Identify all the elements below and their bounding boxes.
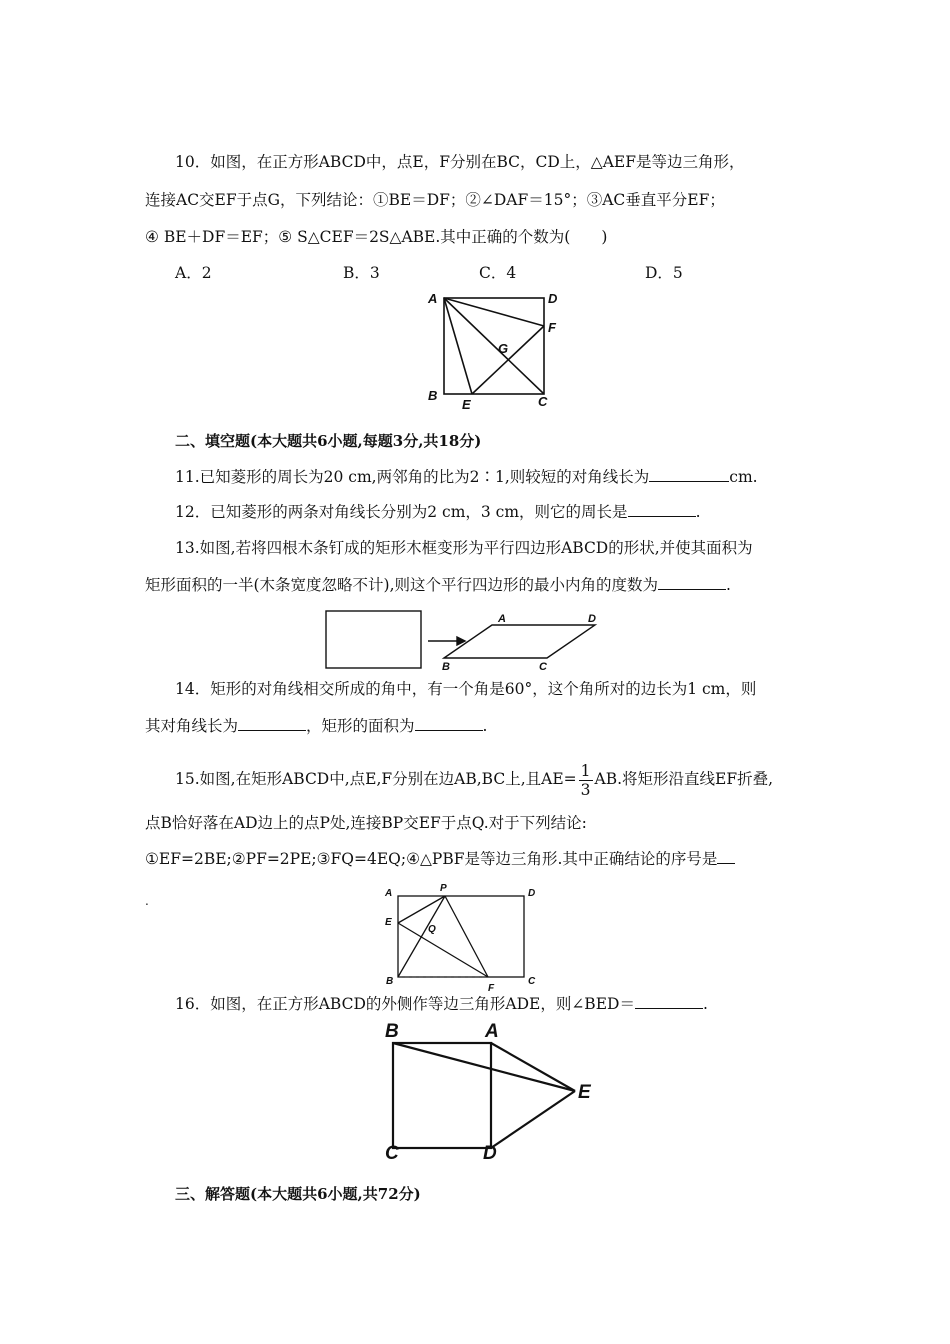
q15-fraction xyxy=(579,762,593,799)
q12 xyxy=(175,501,701,523)
q14-blank-diagonal[interactable] xyxy=(238,716,306,731)
q11-blank[interactable] xyxy=(649,467,729,482)
q15-segment-bp xyxy=(398,896,445,977)
q12-text: 12．已知菱形的两条对角线长分别为2 cm，3 cm，则它的周长是 xyxy=(175,503,628,521)
q16-segment-be xyxy=(393,1043,575,1091)
q15-label-b: B xyxy=(386,976,394,987)
q15-label-q: Q xyxy=(428,924,436,935)
q13-rectangle xyxy=(326,611,421,668)
q13-line2 xyxy=(145,574,731,596)
q11-unit: cm. xyxy=(729,468,758,486)
q12-blank[interactable] xyxy=(628,502,696,517)
q13-label-a: A xyxy=(498,613,506,625)
q16-square xyxy=(393,1043,491,1148)
q15-frac-num: 1 xyxy=(580,761,591,780)
q10-label-a: A xyxy=(428,291,438,306)
q16-label-c: C xyxy=(385,1143,399,1164)
section2-heading: 二、填空题(本大题共6小题,每题3分,共18分) xyxy=(175,432,482,450)
q14-line2a: 其对角线长为 xyxy=(145,717,239,735)
q16-segment-de xyxy=(491,1091,575,1148)
q16-segment-ae xyxy=(491,1043,575,1091)
q15-line1b: AB.将矩形沿直线EF折叠, xyxy=(594,770,774,788)
q10-option-b: B．3 xyxy=(343,264,380,282)
q15-blank[interactable] xyxy=(717,849,735,864)
q10-label-g: G xyxy=(498,341,509,356)
q15-frac-den: 3 xyxy=(580,780,591,799)
q13-label-c: C xyxy=(539,661,547,673)
q10-figure xyxy=(420,288,570,413)
q13-end: . xyxy=(726,576,731,594)
q10-option-a: A．2 xyxy=(175,264,212,282)
q15-label-d: D xyxy=(528,888,536,899)
q10-label-b: B xyxy=(428,388,438,403)
q15-line1a: 15.如图,在矩形ABCD中,点E,F分别在边AB,BC上,且AE= xyxy=(175,770,577,788)
q16-label-d: D xyxy=(483,1143,497,1164)
q10-option-d: D．5 xyxy=(645,264,683,282)
q10-label-d: D xyxy=(548,291,558,306)
q13-figure xyxy=(320,606,610,674)
q14-line1: 14．矩形的对角线相交所成的角中，有一个角是60°，这个角所对的边长为1 cm，则 xyxy=(175,680,757,698)
q10-label-c: C xyxy=(538,394,548,409)
q15-segment-ep xyxy=(398,896,445,923)
q15-rectangle xyxy=(398,896,524,977)
q10-label-e: E xyxy=(462,397,471,412)
q15-line4: . xyxy=(145,894,149,908)
section3-heading: 三、解答题(本大题共6小题,共72分) xyxy=(175,1185,421,1203)
q15-line3-text: ①EF=2BE;②PF=2PE;③FQ=4EQ;④△PBF是等边三角形.其中正确结论的序号是 xyxy=(145,850,718,868)
q16-text: 16．如图，在正方形ABCD的外侧作等边三角形ADE，则∠BED＝ xyxy=(175,995,635,1013)
q16 xyxy=(175,993,708,1015)
q11-text: 11.已知菱形的周长为20 cm,两邻角的比为2∶1,则较短的对角线长为 xyxy=(175,468,650,486)
q10-label-f: F xyxy=(548,320,556,335)
q16-label-a: A xyxy=(485,1021,499,1042)
q10-option-c: C．4 xyxy=(479,264,517,282)
q10-line3: ④ BE＋DF＝EF；⑤ S△CEF＝2S△ABE.其中正确的个数为( ) xyxy=(145,228,608,246)
q13-label-d: D xyxy=(588,613,596,625)
q13-parallelogram xyxy=(444,625,595,658)
q14-line2 xyxy=(145,715,487,737)
q16-end: . xyxy=(702,995,708,1013)
q15-segment-ef xyxy=(398,923,488,977)
q15-line3 xyxy=(145,848,735,870)
q14-blank-area[interactable] xyxy=(415,716,483,731)
q15-figure xyxy=(380,880,545,995)
q13-line2-text: 矩形面积的一半(木条宽度忽略不计),则这个平行四边形的最小内角的度数为 xyxy=(145,576,659,594)
q10-line1: 10．如图，在正方形ABCD中，点E，F分别在BC，CD上，△AEF是等边三角形， xyxy=(175,153,745,171)
q15-label-c: C xyxy=(528,976,536,987)
q14-end: . xyxy=(482,717,488,735)
q16-blank[interactable] xyxy=(635,994,703,1009)
q14-line2b: ，矩形的面积为 xyxy=(306,717,415,735)
q15-label-f: F xyxy=(488,983,495,994)
q13-blank[interactable] xyxy=(658,575,726,590)
q11 xyxy=(175,466,758,488)
q10-line2: 连接AC交EF于点G，下列结论：①BE＝DF；②∠DAF＝15°；③AC垂直平分EF； xyxy=(145,191,725,209)
q15-label-a: A xyxy=(385,888,393,899)
q16-label-e: E xyxy=(578,1082,591,1103)
q12-end: . xyxy=(695,503,701,521)
q15-label-e: E xyxy=(385,917,392,928)
q16-label-b: B xyxy=(385,1021,399,1042)
q15-label-p: P xyxy=(440,883,447,894)
q16-figure xyxy=(375,1015,605,1165)
q15-line1 xyxy=(175,759,773,799)
q15-line2: 点B恰好落在AD边上的点P处,连接BP交EF于点Q.对于下列结论: xyxy=(145,814,587,832)
q13-label-b: B xyxy=(442,661,450,673)
q13-line1: 13.如图,若将四根木条钉成的矩形木框变形为平行四边形ABCD的形状,并使其面积为 xyxy=(175,539,753,557)
